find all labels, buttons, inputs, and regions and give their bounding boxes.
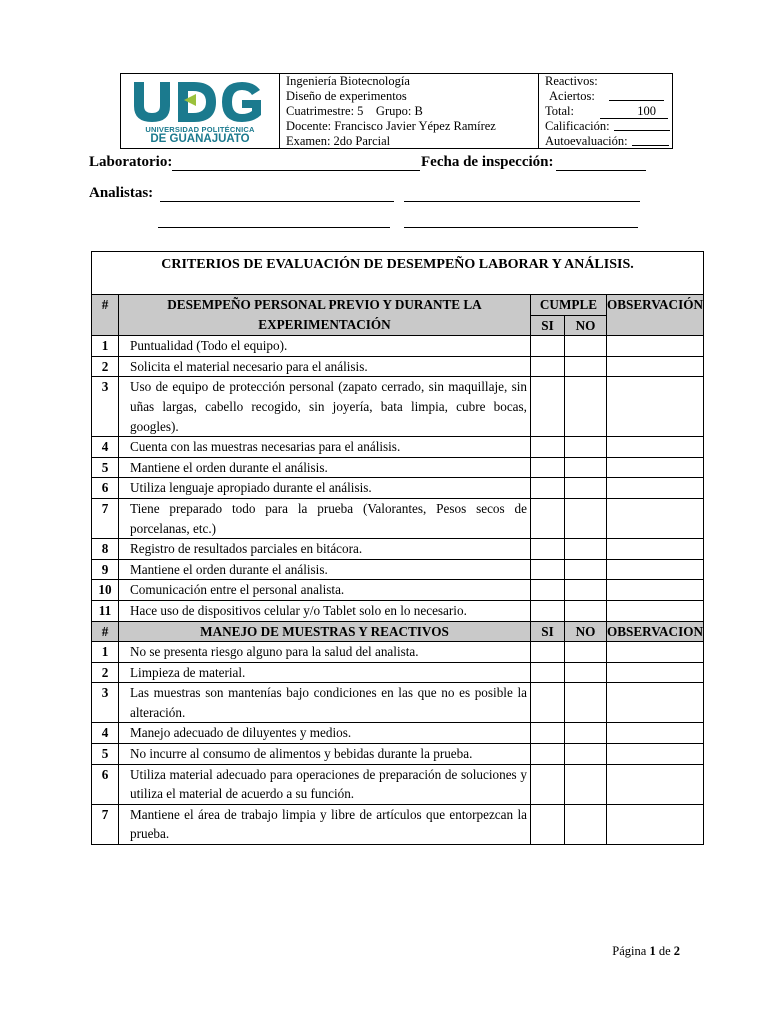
criterion-number: 2 xyxy=(92,662,119,683)
observation-cell[interactable] xyxy=(606,764,703,804)
no-checkbox-cell[interactable] xyxy=(564,356,606,377)
no-checkbox-cell[interactable] xyxy=(564,580,606,601)
criterion-number: 6 xyxy=(92,478,119,499)
total-value: 100 xyxy=(600,104,668,119)
observation-cell[interactable] xyxy=(606,723,703,744)
criterion-text: Uso de equipo de protección personal (zapato cerrado, sin maquillaje, sin uñas largas, cabello recogido, sin joyería, bata limpia, cubre bocas, googles). xyxy=(119,377,531,437)
criterion-number: 1 xyxy=(92,336,119,357)
observation-cell[interactable] xyxy=(606,662,703,683)
criterion-text: Cuenta con las muestras necesarias para el análisis. xyxy=(119,437,531,458)
si-header: SI xyxy=(530,315,564,336)
criterion-text: Tiene preparado todo para la prueba (Valorantes, Pesos secos de porcelanas, etc.) xyxy=(119,498,531,538)
aciertos-label: Aciertos: xyxy=(549,89,595,103)
score-box xyxy=(539,74,672,148)
logo-line2: DE GUANAJUATO xyxy=(150,133,250,145)
observation-cell[interactable] xyxy=(606,498,703,538)
table-row xyxy=(92,336,704,357)
reactivos-label: Reactivos: xyxy=(545,74,598,88)
criterion-text: Mantiene el orden durante el análisis. xyxy=(119,559,531,580)
observation-cell[interactable] xyxy=(606,539,703,560)
si-checkbox-cell[interactable] xyxy=(530,559,564,580)
fecha-field[interactable] xyxy=(556,154,646,171)
observacion-header: OBSERVACIÓN xyxy=(606,295,703,336)
table-row xyxy=(92,683,704,723)
aciertos-blank[interactable] xyxy=(609,89,664,101)
university-logo xyxy=(121,74,280,148)
table-row xyxy=(92,457,704,478)
table-row xyxy=(92,642,704,663)
criterion-number: 3 xyxy=(92,377,119,437)
observation-cell[interactable] xyxy=(606,478,703,499)
no-checkbox-cell[interactable] xyxy=(564,336,606,357)
page-footer: Página 1 de 2 xyxy=(612,944,680,958)
no-checkbox-cell[interactable] xyxy=(564,457,606,478)
si-checkbox-cell[interactable] xyxy=(530,580,564,601)
subject: Diseño de experimentos xyxy=(286,89,407,103)
no-checkbox-cell[interactable] xyxy=(564,539,606,560)
criterion-number: 6 xyxy=(92,764,119,804)
table-title: CRITERIOS DE EVALUACIÓN DE DESEMPEÑO LABORAR Y ANÁLISIS. xyxy=(92,252,704,295)
no-checkbox-cell[interactable] xyxy=(564,498,606,538)
si-checkbox-cell[interactable] xyxy=(530,457,564,478)
observation-cell[interactable] xyxy=(606,804,703,844)
laboratorio-field[interactable] xyxy=(172,154,420,171)
cumple-header: CUMPLE xyxy=(530,295,606,316)
si-checkbox-cell[interactable] xyxy=(530,437,564,458)
table-row xyxy=(92,356,704,377)
criterion-text: Manejo adecuado de diluyentes y medios. xyxy=(119,723,531,744)
observation-cell[interactable] xyxy=(606,336,703,357)
term-group: Cuatrimestre: 5 Grupo: B xyxy=(286,104,423,118)
criteria-table xyxy=(91,251,704,845)
analista-field-2[interactable] xyxy=(404,185,640,202)
table-row xyxy=(92,377,704,437)
no-header-2: NO xyxy=(564,621,606,642)
si-checkbox-cell[interactable] xyxy=(530,723,564,744)
observation-cell[interactable] xyxy=(606,377,703,437)
criterion-number: 9 xyxy=(92,559,119,580)
table-row xyxy=(92,744,704,765)
autoevaluacion-blank[interactable] xyxy=(632,134,669,146)
table-row xyxy=(92,498,704,538)
table-row xyxy=(92,764,704,804)
criterion-text: Limpieza de material. xyxy=(119,662,531,683)
criterion-number: 7 xyxy=(92,804,119,844)
table-row xyxy=(92,580,704,601)
no-header: NO xyxy=(564,315,606,336)
si-checkbox-cell[interactable] xyxy=(530,478,564,499)
career: Ingeniería Biotecnología xyxy=(286,74,410,88)
si-checkbox-cell[interactable] xyxy=(530,764,564,804)
criterion-text: No incurre al consumo de alimentos y bebidas durante la prueba. xyxy=(119,744,531,765)
criterion-text: Hace uso de dispositivos celular y/o Tablet solo en lo necesario. xyxy=(119,600,531,621)
no-checkbox-cell[interactable] xyxy=(564,662,606,683)
criterion-number: 10 xyxy=(92,580,119,601)
observacion-header-2: OBSERVACION xyxy=(606,621,703,642)
table-row xyxy=(92,437,704,458)
no-checkbox-cell[interactable] xyxy=(564,600,606,621)
document-header xyxy=(120,73,673,149)
analista-field-3[interactable] xyxy=(158,211,390,228)
calificacion-blank[interactable] xyxy=(614,119,670,131)
criterion-number: 4 xyxy=(92,437,119,458)
criterion-number: 1 xyxy=(92,642,119,663)
table-row xyxy=(92,559,704,580)
criterion-number: 3 xyxy=(92,683,119,723)
analista-field-4[interactable] xyxy=(404,211,638,228)
criterion-number: 5 xyxy=(92,744,119,765)
observation-cell[interactable] xyxy=(606,437,703,458)
observation-cell[interactable] xyxy=(606,457,703,478)
no-checkbox-cell[interactable] xyxy=(564,683,606,723)
observation-cell[interactable] xyxy=(606,744,703,765)
exam: Examen: 2do Parcial xyxy=(286,134,391,148)
analista-field-1[interactable] xyxy=(160,185,394,202)
criterion-text: Solicita el material necesario para el análisis. xyxy=(119,356,531,377)
si-checkbox-cell[interactable] xyxy=(530,662,564,683)
criterion-number: 4 xyxy=(92,723,119,744)
si-checkbox-cell[interactable] xyxy=(530,683,564,723)
analistas-label: Analistas: xyxy=(89,185,154,201)
criterion-text: Comunicación entre el personal analista. xyxy=(119,580,531,601)
criterion-text: Puntualidad (Todo el equipo). xyxy=(119,336,531,357)
observation-cell[interactable] xyxy=(606,683,703,723)
observation-cell[interactable] xyxy=(606,559,703,580)
si-checkbox-cell[interactable] xyxy=(530,804,564,844)
criterion-number: 11 xyxy=(92,600,119,621)
criterion-text: No se presenta riesgo alguno para la salud del analista. xyxy=(119,642,531,663)
logo-line1: UNIVERSIDAD POLITÉCNICA xyxy=(145,125,255,134)
criterion-text: Mantiene el área de trabajo limpia y libre de artículos que entorpezcan la prueba. xyxy=(119,804,531,844)
criterion-text: Registro de resultados parciales en bitácora. xyxy=(119,539,531,560)
no-checkbox-cell[interactable] xyxy=(564,478,606,499)
fecha-label: Fecha de inspección: xyxy=(421,154,554,170)
si-header-2: SI xyxy=(530,621,564,642)
criterion-number: 5 xyxy=(92,457,119,478)
si-checkbox-cell[interactable] xyxy=(530,356,564,377)
criterion-number: 2 xyxy=(92,356,119,377)
total-label: Total: xyxy=(545,104,574,118)
criterion-text: Utiliza lenguaje apropiado durante el análisis. xyxy=(119,478,531,499)
table-row xyxy=(92,662,704,683)
table-row xyxy=(92,600,704,621)
no-checkbox-cell[interactable] xyxy=(564,764,606,804)
no-checkbox-cell[interactable] xyxy=(564,437,606,458)
section2-heading: MANEJO DE MUESTRAS Y REACTIVOS xyxy=(119,621,531,642)
no-checkbox-cell[interactable] xyxy=(564,804,606,844)
criterion-text: Utiliza material adecuado para operaciones de preparación de soluciones y utiliza el material de acuerdo a su función. xyxy=(119,764,531,804)
si-checkbox-cell[interactable] xyxy=(530,336,564,357)
criterion-text: Mantiene el orden durante el análisis. xyxy=(119,457,531,478)
laboratorio-label: Laboratorio: xyxy=(89,154,173,170)
no-checkbox-cell[interactable] xyxy=(564,642,606,663)
si-checkbox-cell[interactable] xyxy=(530,539,564,560)
table-row xyxy=(92,804,704,844)
no-checkbox-cell[interactable] xyxy=(564,723,606,744)
si-checkbox-cell[interactable] xyxy=(530,498,564,538)
criterion-text: Las muestras son mantenías bajo condiciones en las que no es posible la alteración. xyxy=(119,683,531,723)
si-checkbox-cell[interactable] xyxy=(530,377,564,437)
section1-heading: DESEMPEÑO PERSONAL PREVIO Y DURANTE LA EXPERIMENTACIÓN xyxy=(119,295,531,336)
si-checkbox-cell[interactable] xyxy=(530,744,564,765)
observation-cell[interactable] xyxy=(606,600,703,621)
calificacion-label: Calificación: xyxy=(545,119,610,133)
si-checkbox-cell[interactable] xyxy=(530,642,564,663)
criterion-number: 7 xyxy=(92,498,119,538)
table-row xyxy=(92,478,704,499)
criterion-number: 8 xyxy=(92,539,119,560)
observation-cell[interactable] xyxy=(606,642,703,663)
no-checkbox-cell[interactable] xyxy=(564,377,606,437)
observation-cell[interactable] xyxy=(606,580,703,601)
si-checkbox-cell[interactable] xyxy=(530,600,564,621)
autoevaluacion-label: Autoevaluación: xyxy=(545,134,628,148)
table-row xyxy=(92,539,704,560)
num-header-2: # xyxy=(92,621,119,642)
course-info xyxy=(280,74,539,148)
no-checkbox-cell[interactable] xyxy=(564,744,606,765)
teacher: Docente: Francisco Javier Yépez Ramírez xyxy=(286,119,496,133)
table-row xyxy=(92,723,704,744)
no-checkbox-cell[interactable] xyxy=(564,559,606,580)
observation-cell[interactable] xyxy=(606,356,703,377)
udg-logo-mark xyxy=(130,78,270,126)
num-header: # xyxy=(92,295,119,336)
